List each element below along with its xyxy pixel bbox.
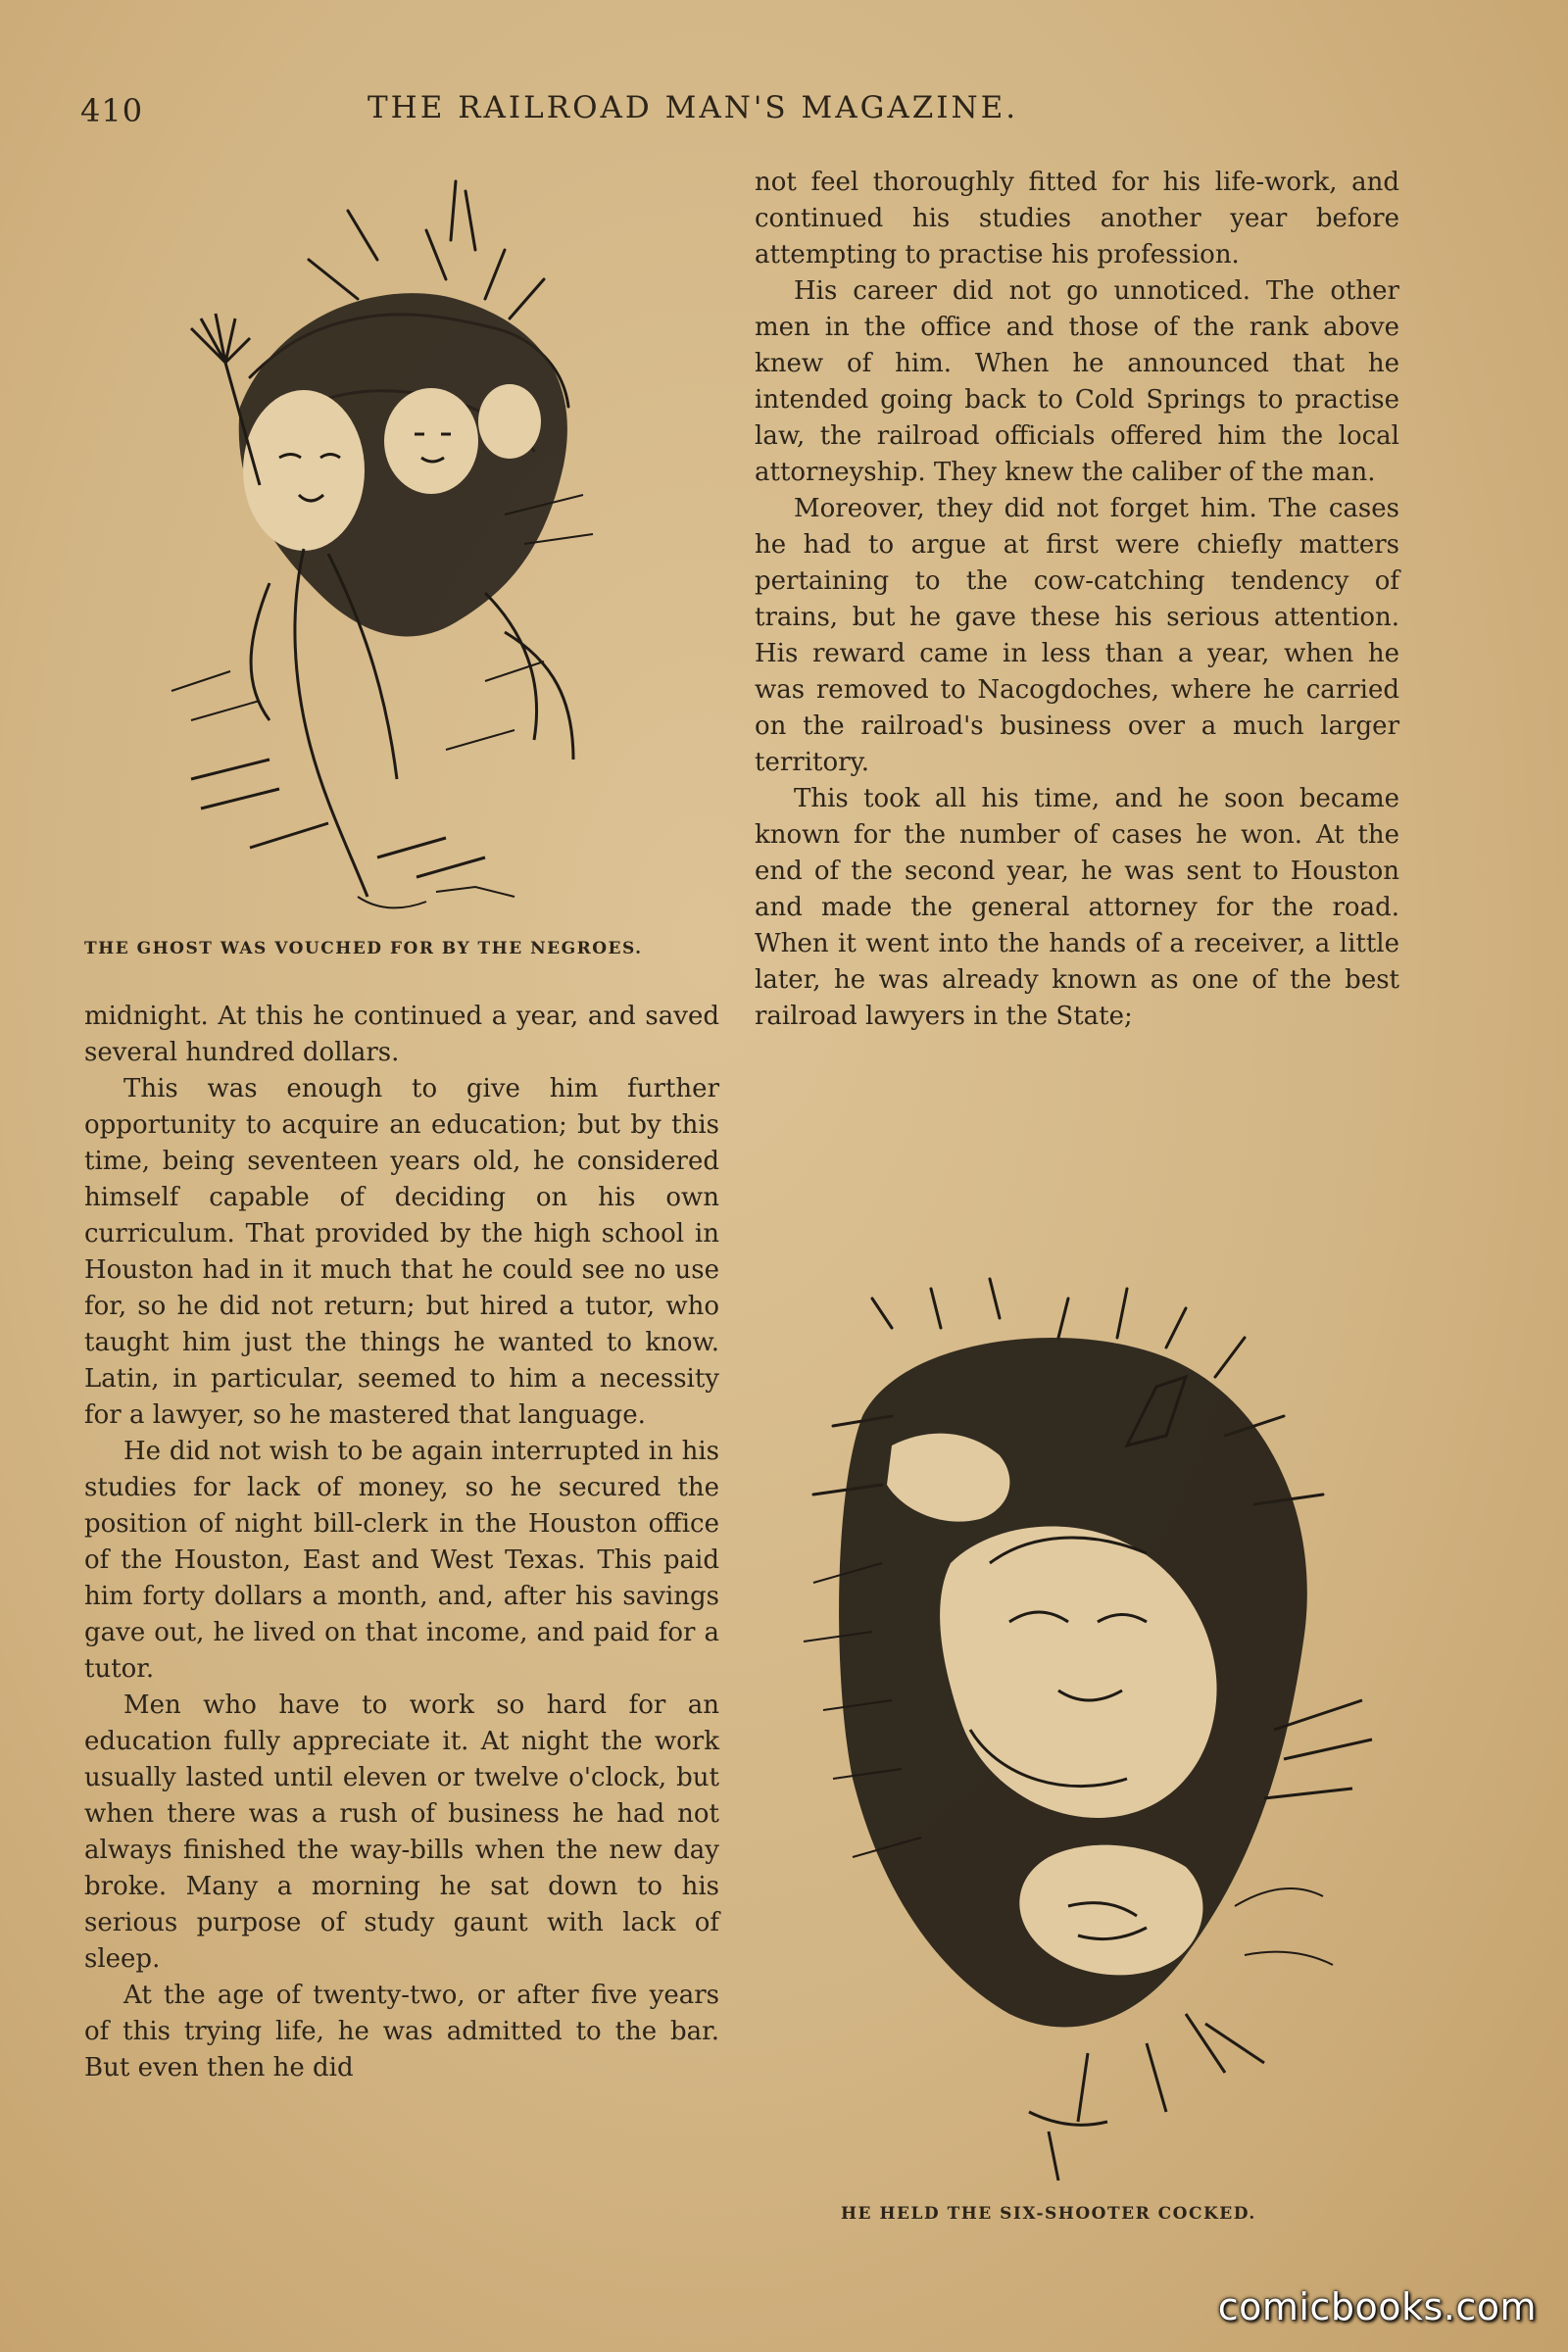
left-paragraph-1: midnight. At this he continued a year, and saved several hundred dollars.	[84, 1002, 719, 1067]
right-paragraph-4: This took all his time, and he soon became known for the number of cases he won. At the end of the second year, he was sent to Houston and made the general attorney for the road. When it went into the hands of a receiver, a little later, he was already known as one of the best railroad lawyers in the State;	[755, 784, 1399, 1031]
left-paragraph-5: At the age of twenty-two, or after five years of this trying life, he was admitted to the bar. But even then he did	[84, 1981, 719, 2082]
left-paragraph-3: He did not wish to be again interrupted in his studies for lack of money, so he secured the position of night bill-clerk in the Houston office of the Houston, East and West Texas. This paid him forty dollars a month, and, after his savings gave out, he lived on that income, and paid for a tutor.	[84, 1437, 719, 1684]
ghost-illustration	[132, 172, 681, 936]
page-number: 410	[80, 92, 144, 129]
six-shooter-illustration	[774, 1269, 1401, 2200]
right-figure-caption: HE HELD THE SIX-SHOOTER COCKED.	[841, 2204, 1256, 2224]
left-figure-caption: THE GHOST WAS VOUCHED FOR BY THE NEGROES.	[84, 939, 643, 958]
right-paragraph-3: Moreover, they did not forget him. The cases he had to argue at first were chiefly matters pertaining to the cow-catching tendency of trains, but he gave these his serious attention. His reward came in less than a year, when he was removed to Nacogdoches, where he carried on the railroad's business over a much larger territory.	[755, 494, 1399, 777]
right-paragraph-1: not feel thoroughly fitted for his life-work, and continued his studies another year before attempting to practise his profession.	[755, 168, 1399, 270]
right-column-text	[755, 165, 1399, 1035]
running-head: THE RAILROAD MAN'S MAGAZINE.	[368, 90, 1019, 125]
right-paragraph-2: His career did not go unnoticed. The other men in the office and those of the rank above knew of him. When he announced that he intended going back to Cold Springs to practise law, the railroad officials offered him the local attorneyship. They knew the caliber of the man.	[755, 276, 1399, 487]
left-paragraph-2: This was enough to give him further opportunity to acquire an education; but by this time, being seventeen years old, he considered himself capable of deciding on his own curriculum. That provided by the high school in Houston had in it much that he could see no use for, so he did not return; but hired a tutor, who taught him just the things he wanted to know. Latin, in particular, seemed to him a necessity for a lawyer, so he mastered that language.	[84, 1074, 719, 1430]
watermark: comicbooks.com	[1217, 2285, 1537, 2328]
left-column-text	[84, 999, 719, 2086]
left-paragraph-4: Men who have to work so hard for an education fully appreciate it. At night the work usually lasted until eleven or twelve o'clock, but when there was a rush of business he had not always finished the way-bills when the new day broke. Many a morning he sat down to his serious purpose of study gaunt with lack of sleep.	[84, 1690, 719, 1974]
